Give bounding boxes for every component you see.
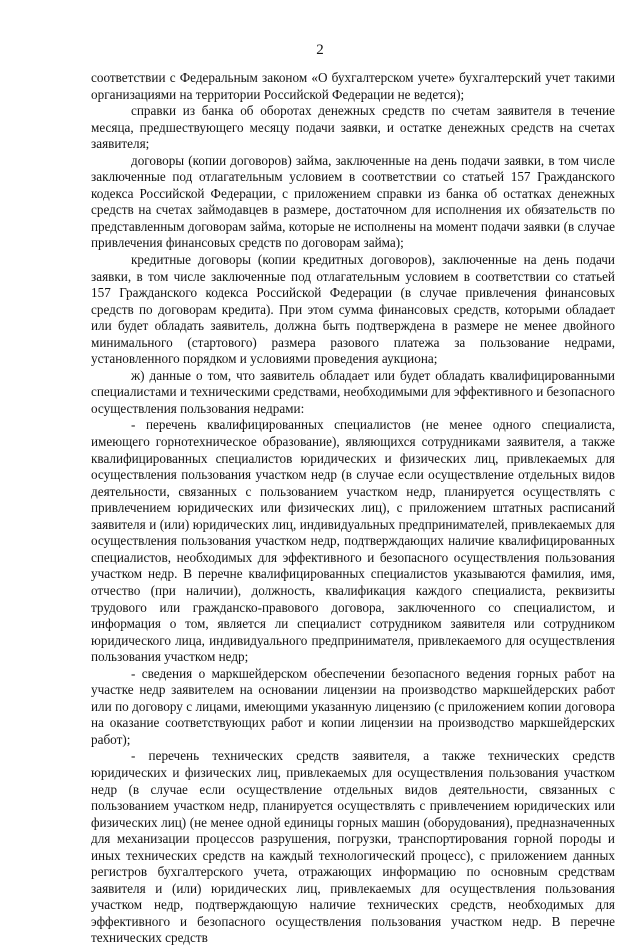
- paragraph-technical-means-list: - перечень технических средств заявителя, а также технических средств юридических и физических лиц, привлекаемых для осуществления пользования участком недр (в случае если осуществление отдельных видов деятельности, связанных с пользованием участком недр, планируется осуществлять с привлечением юридических или физических лиц) (не менее одной единицы горных машин (оборудования), предназначенных для механизации процессов разрушения, погрузки, транспортирования горной породы и иных технических средств на каждый технологический процесс), с приложением данных регистров бухгалтерского учета, отражающих информацию по основным средствам заявителя и (или) юридических лиц, привлекаемых для осуществления пользования участком недр, подтверждающую наличие технических средств, необходимых для эффективного и безопасного осуществления пользования участком недр. В перечне технических средств: [91, 748, 615, 946]
- paragraph-surveying-support: - сведения о маркшейдерском обеспечении безопасного ведения горных работ на участке недр заявителем на основании лицензии на производство маркшейдерских работ или по договору с лицами, имеющими указанную лицензию (с приложением копии договора на оказание соответствующих работ и копии лицензии на производство маркшейдерских работ);: [91, 665, 615, 747]
- page-number: 2: [316, 42, 324, 58]
- paragraph-bank-statements: справки из банка об оборотах денежных средств по счетам заявителя в течение месяца, предшествующего месяцу подачи заявки, и остатке денежных средств на счетах заявителя;: [91, 103, 615, 152]
- paragraph-accounting-law: соответствии с Федеральным законом «О бухгалтерском учете» бухгалтерский учет такими организациями на территории Российской Федерации не ведется);: [91, 70, 615, 102]
- paragraph-credit-agreements: кредитные договоры (копии кредитных договоров), заключенные на день подачи заявки, в том числе заключенные под отлагательным условием в соответствии со статьей 157 Гражданского кодекса Российской Федерации (в случае привлечения финансовых средств по договорам кредита). При этом сумма финансовых средств, которыми обладает или будет обладать заявитель, должна быть подтверждена в размере не менее двойного минимального (стартового) размера разового платежа за пользование недрами, установленного порядком и условиями проведения аукциона;: [91, 252, 615, 367]
- paragraph-specialists-list: - перечень квалифицированных специалистов (не менее одного специалиста, имеющего горнотехническое образование), являющихся сотрудниками заявителя, а также квалифицированных специалистов юридических и физических лиц, привлекаемых для осуществления пользования участком недр (в случае если осуществление отдельных видов деятельности, связанных с пользованием участком недр, планируется осуществлять с привлечением юридических или физических лиц), с приложением штатных расписаний заявителя и (или) юридических лиц, индивидуальных предпринимателей, привлекаемых для осуществления пользования участком недр, подтверждающих наличие квалифицированных специалистов, необходимых для эффективного и безопасного осуществления пользования участком недр. В перечне квалифицированных специалистов указываются фамилия, имя, отчество (при наличии), должность, квалификация каждого специалиста, реквизиты трудового или гражданско-правового договора, заключенного со специалистом, и информация о том, является ли специалист сотрудником заявителя или сотрудником юридического лица, индивидуального предпринимателя, привлекаемого для осуществления пользования участком недр;: [91, 417, 615, 665]
- paragraph-loan-agreements: договоры (копии договоров) займа, заключенные на день подачи заявки, в том числе заключенные под отлагательным условием в соответствии со статьей 157 Гражданского кодекса Российской Федерации, с приложением справки из банка об остатках денежных средств на счетах займодавцев в размере, достаточном для исполнения их обязательств по представленным договорам займа, которые не исполнены на момент подачи заявки (в случае привлечения финансовых средств по договорам займа);: [91, 152, 615, 251]
- document-body: [91, 70, 615, 947]
- paragraph-qualified-specialists-data: ж) данные о том, что заявитель обладает или будет обладать квалифицированными специалистами и техническими средствами, необходимыми для эффективного и безопасного осуществления пользования недрами:: [91, 367, 615, 416]
